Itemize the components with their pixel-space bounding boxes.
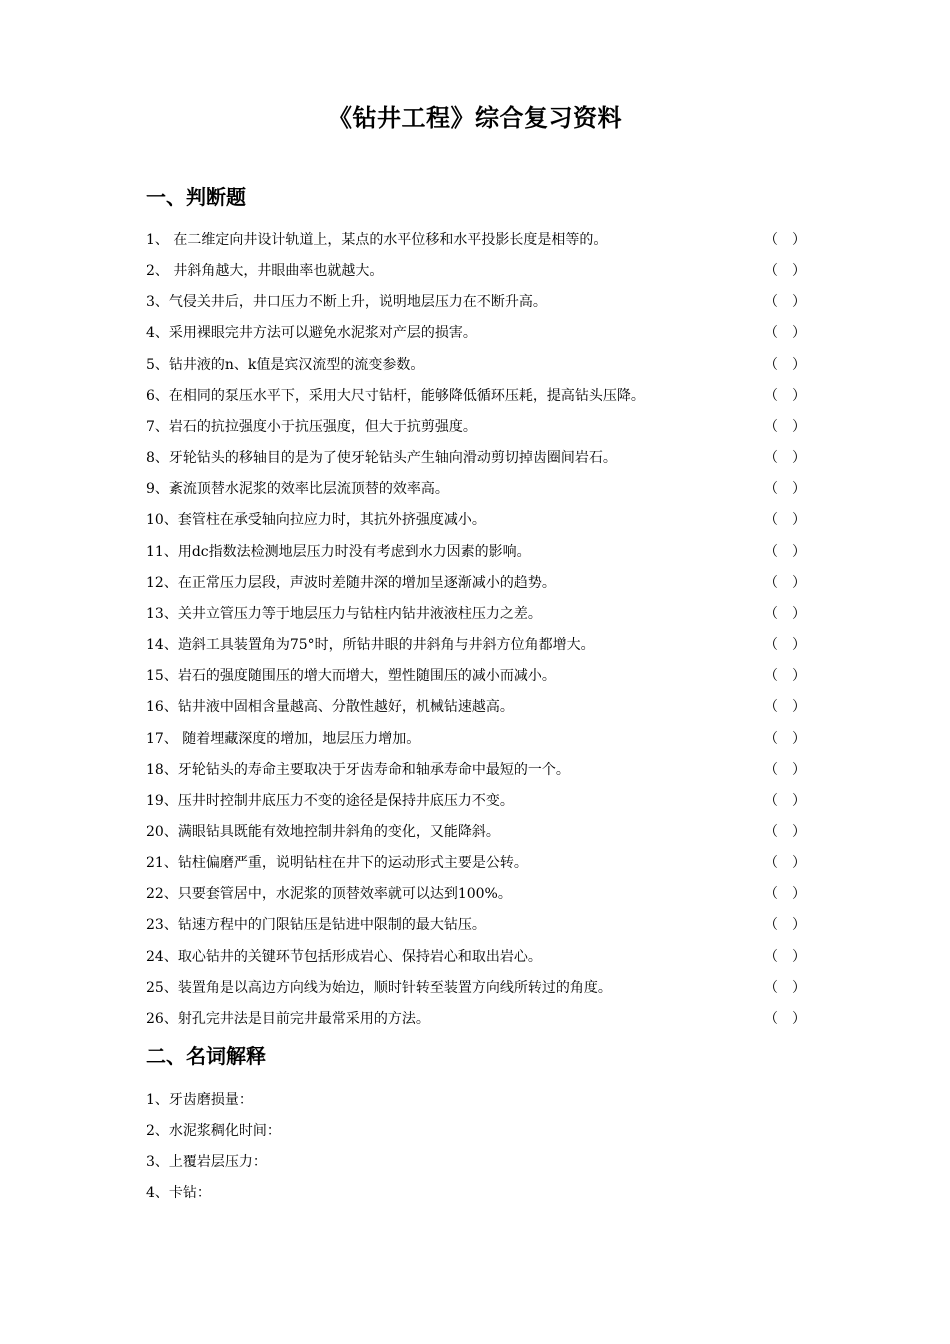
paren-open: （ [764, 855, 778, 872]
question-row [146, 412, 806, 443]
answer-blank[interactable] [764, 505, 806, 536]
paren-open: （ [764, 232, 778, 248]
question-row [146, 755, 806, 786]
question-row [146, 973, 806, 1004]
question-row [146, 599, 806, 630]
paren-open: （ [764, 730, 778, 747]
answer-blank[interactable] [764, 568, 806, 599]
paren-close: ） [792, 605, 806, 622]
paren-close: ） [792, 574, 806, 591]
paren-open: （ [764, 325, 778, 342]
paren-open: （ [764, 605, 778, 622]
judgment-question-list [146, 225, 806, 1035]
question-text: 3、气侵关井后，井口压力不断上升，说明地层压力在不断升高。 [146, 294, 547, 311]
paren-close: ） [792, 263, 806, 280]
paren-close: ） [792, 761, 806, 778]
term-item: 3、上覆岩层压力： [146, 1154, 267, 1170]
paren-close: ） [792, 668, 806, 685]
paren-close: ） [792, 543, 806, 560]
question-row [146, 1004, 806, 1035]
answer-blank[interactable] [764, 1004, 806, 1035]
question-row [146, 350, 806, 381]
question-text: 8、牙轮钻头的移轴目的是为了使牙轮钻头产生轴向滑动剪切掉齿圈间岩石。 [146, 450, 617, 467]
term-item: 2、水泥浆稠化时间： [146, 1123, 281, 1139]
paren-open: （ [764, 823, 778, 840]
paren-close: ） [792, 699, 806, 716]
paren-open: （ [764, 761, 778, 778]
term-definition-list [146, 1085, 281, 1209]
question-row [146, 443, 806, 474]
answer-blank[interactable] [764, 910, 806, 941]
question-row [146, 661, 806, 692]
term-item: 4、卡钻： [146, 1185, 211, 1201]
question-text: 26、射孔完井法是目前完井最常采用的方法。 [146, 1010, 430, 1027]
paren-close: ） [792, 512, 806, 529]
question-text: 17、 随着埋藏深度的增加，地层压力增加。 [146, 730, 421, 747]
question-text: 16、钻井液中固相含量越高、分散性越好，机械钻速越高。 [146, 699, 514, 716]
question-text: 1、 在二维定向井设计轨道上，某点的水平位移和水平投影长度是相等的。 [146, 232, 608, 248]
paren-open: （ [764, 668, 778, 685]
paren-close: ） [792, 917, 806, 934]
question-row [146, 318, 806, 349]
answer-blank[interactable] [764, 755, 806, 786]
answer-blank[interactable] [764, 848, 806, 879]
question-text: 6、在相同的泵压水平下，采用大尺寸钻杆，能够降低循环压耗，提高钻头压降。 [146, 387, 645, 404]
answer-blank[interactable] [764, 817, 806, 848]
question-text: 7、岩石的抗拉强度小于抗压强度，但大于抗剪强度。 [146, 418, 477, 435]
answer-blank[interactable] [764, 381, 806, 412]
question-text: 15、岩石的强度随围压的增大而增大，塑性随围压的减小而减小。 [146, 668, 556, 685]
answer-blank[interactable] [764, 692, 806, 723]
section-heading-terms: 二、名词解释 [146, 1044, 266, 1068]
paren-close: ） [792, 294, 806, 311]
question-text: 19、压井时控制井底压力不变的途径是保持井底压力不变。 [146, 792, 514, 809]
paren-close: ） [792, 823, 806, 840]
question-row [146, 568, 806, 599]
question-row [146, 910, 806, 941]
question-text: 24、取心钻井的关键环节包括形成岩心、保持岩心和取出岩心。 [146, 948, 542, 965]
question-text: 11、用dc指数法检测地层压力时没有考虑到水力因素的影响。 [146, 543, 531, 560]
paren-close: ） [792, 1010, 806, 1027]
answer-blank[interactable] [764, 879, 806, 910]
paren-open: （ [764, 543, 778, 560]
paren-open: （ [764, 387, 778, 404]
paren-open: （ [764, 294, 778, 311]
paren-open: （ [764, 699, 778, 716]
question-row [146, 692, 806, 723]
answer-blank[interactable] [764, 599, 806, 630]
paren-open: （ [764, 512, 778, 529]
paren-open: （ [764, 948, 778, 965]
question-row [146, 537, 806, 568]
paren-close: ） [792, 387, 806, 404]
question-row [146, 287, 806, 318]
question-row [146, 942, 806, 973]
paren-close: ） [792, 450, 806, 467]
paren-close: ） [792, 418, 806, 435]
paren-open: （ [764, 979, 778, 996]
question-row [146, 817, 806, 848]
question-row [146, 505, 806, 536]
paren-open: （ [764, 574, 778, 591]
question-row [146, 256, 806, 287]
answer-blank[interactable] [764, 287, 806, 318]
paren-open: （ [764, 450, 778, 467]
paren-open: （ [764, 886, 778, 903]
answer-blank[interactable] [764, 724, 806, 755]
answer-blank[interactable] [764, 256, 806, 287]
question-row [146, 474, 806, 505]
paren-close: ） [792, 325, 806, 342]
question-row [146, 786, 806, 817]
question-text: 5、钻井液的n、k值是宾汉流型的流变参数。 [146, 356, 425, 373]
question-row [146, 724, 806, 755]
question-text: 14、造斜工具装置角为75°时，所钻井眼的井斜角与井斜方位角都增大。 [146, 637, 595, 654]
paren-open: （ [764, 418, 778, 435]
answer-blank[interactable] [764, 786, 806, 817]
answer-blank[interactable] [764, 474, 806, 505]
question-row [146, 381, 806, 412]
paren-open: （ [764, 1010, 778, 1027]
question-row [146, 630, 806, 661]
question-text: 25、装置角是以高边方向线为始边，顺时针转至装置方向线所转过的角度。 [146, 979, 612, 996]
answer-blank[interactable] [764, 973, 806, 1004]
paren-close: ） [792, 730, 806, 747]
paren-close: ） [792, 481, 806, 498]
question-text: 22、只要套管居中，水泥浆的顶替效率就可以达到100%。 [146, 886, 512, 903]
answer-blank[interactable] [764, 942, 806, 973]
section-heading-judgment: 一、判断题 [146, 185, 246, 209]
paren-close: ） [792, 792, 806, 809]
paren-open: （ [764, 356, 778, 373]
answer-blank[interactable] [764, 537, 806, 568]
question-text: 2、 井斜角越大，井眼曲率也就越大。 [146, 263, 384, 280]
question-text: 13、关井立管压力等于地层压力与钻柱内钻井液液柱压力之差。 [146, 605, 542, 622]
paren-open: （ [764, 263, 778, 280]
paren-open: （ [764, 637, 778, 654]
question-text: 21、钻柱偏磨严重，说明钻柱在井下的运动形式主要是公转。 [146, 855, 528, 872]
question-row [146, 848, 806, 879]
answer-blank[interactable] [764, 225, 806, 256]
paren-close: ） [792, 356, 806, 373]
paren-close: ） [792, 979, 806, 996]
answer-blank[interactable] [764, 630, 806, 661]
answer-blank[interactable] [764, 412, 806, 443]
answer-blank[interactable] [764, 318, 806, 349]
term-item: 1、牙齿磨损量： [146, 1092, 253, 1108]
paren-close: ） [792, 232, 806, 248]
question-row [146, 225, 806, 256]
paren-open: （ [764, 792, 778, 809]
document-title: 《钻井工程》综合复习资料 [328, 103, 622, 132]
answer-blank[interactable] [764, 350, 806, 381]
paren-open: （ [764, 481, 778, 498]
answer-blank[interactable] [764, 661, 806, 692]
paren-close: ） [792, 637, 806, 654]
question-text: 20、满眼钻具既能有效地控制井斜角的变化，又能降斜。 [146, 823, 500, 840]
answer-blank[interactable] [764, 443, 806, 474]
question-text: 12、在正常压力层段，声波时差随井深的增加呈逐渐减小的趋势。 [146, 574, 556, 591]
question-text: 23、钻速方程中的门限钻压是钻进中限制的最大钻压。 [146, 917, 486, 934]
question-text: 9、紊流顶替水泥浆的效率比层流顶替的效率高。 [146, 481, 449, 498]
question-row [146, 879, 806, 910]
paren-close: ） [792, 948, 806, 965]
paren-close: ） [792, 886, 806, 903]
question-text: 18、牙轮钻头的寿命主要取决于牙齿寿命和轴承寿命中最短的一个。 [146, 761, 570, 778]
paren-close: ） [792, 855, 806, 872]
paren-open: （ [764, 917, 778, 934]
question-text: 4、采用裸眼完井方法可以避免水泥浆对产层的损害。 [146, 325, 477, 342]
question-text: 10、套管柱在承受轴向拉应力时，其抗外挤强度减小。 [146, 512, 486, 529]
